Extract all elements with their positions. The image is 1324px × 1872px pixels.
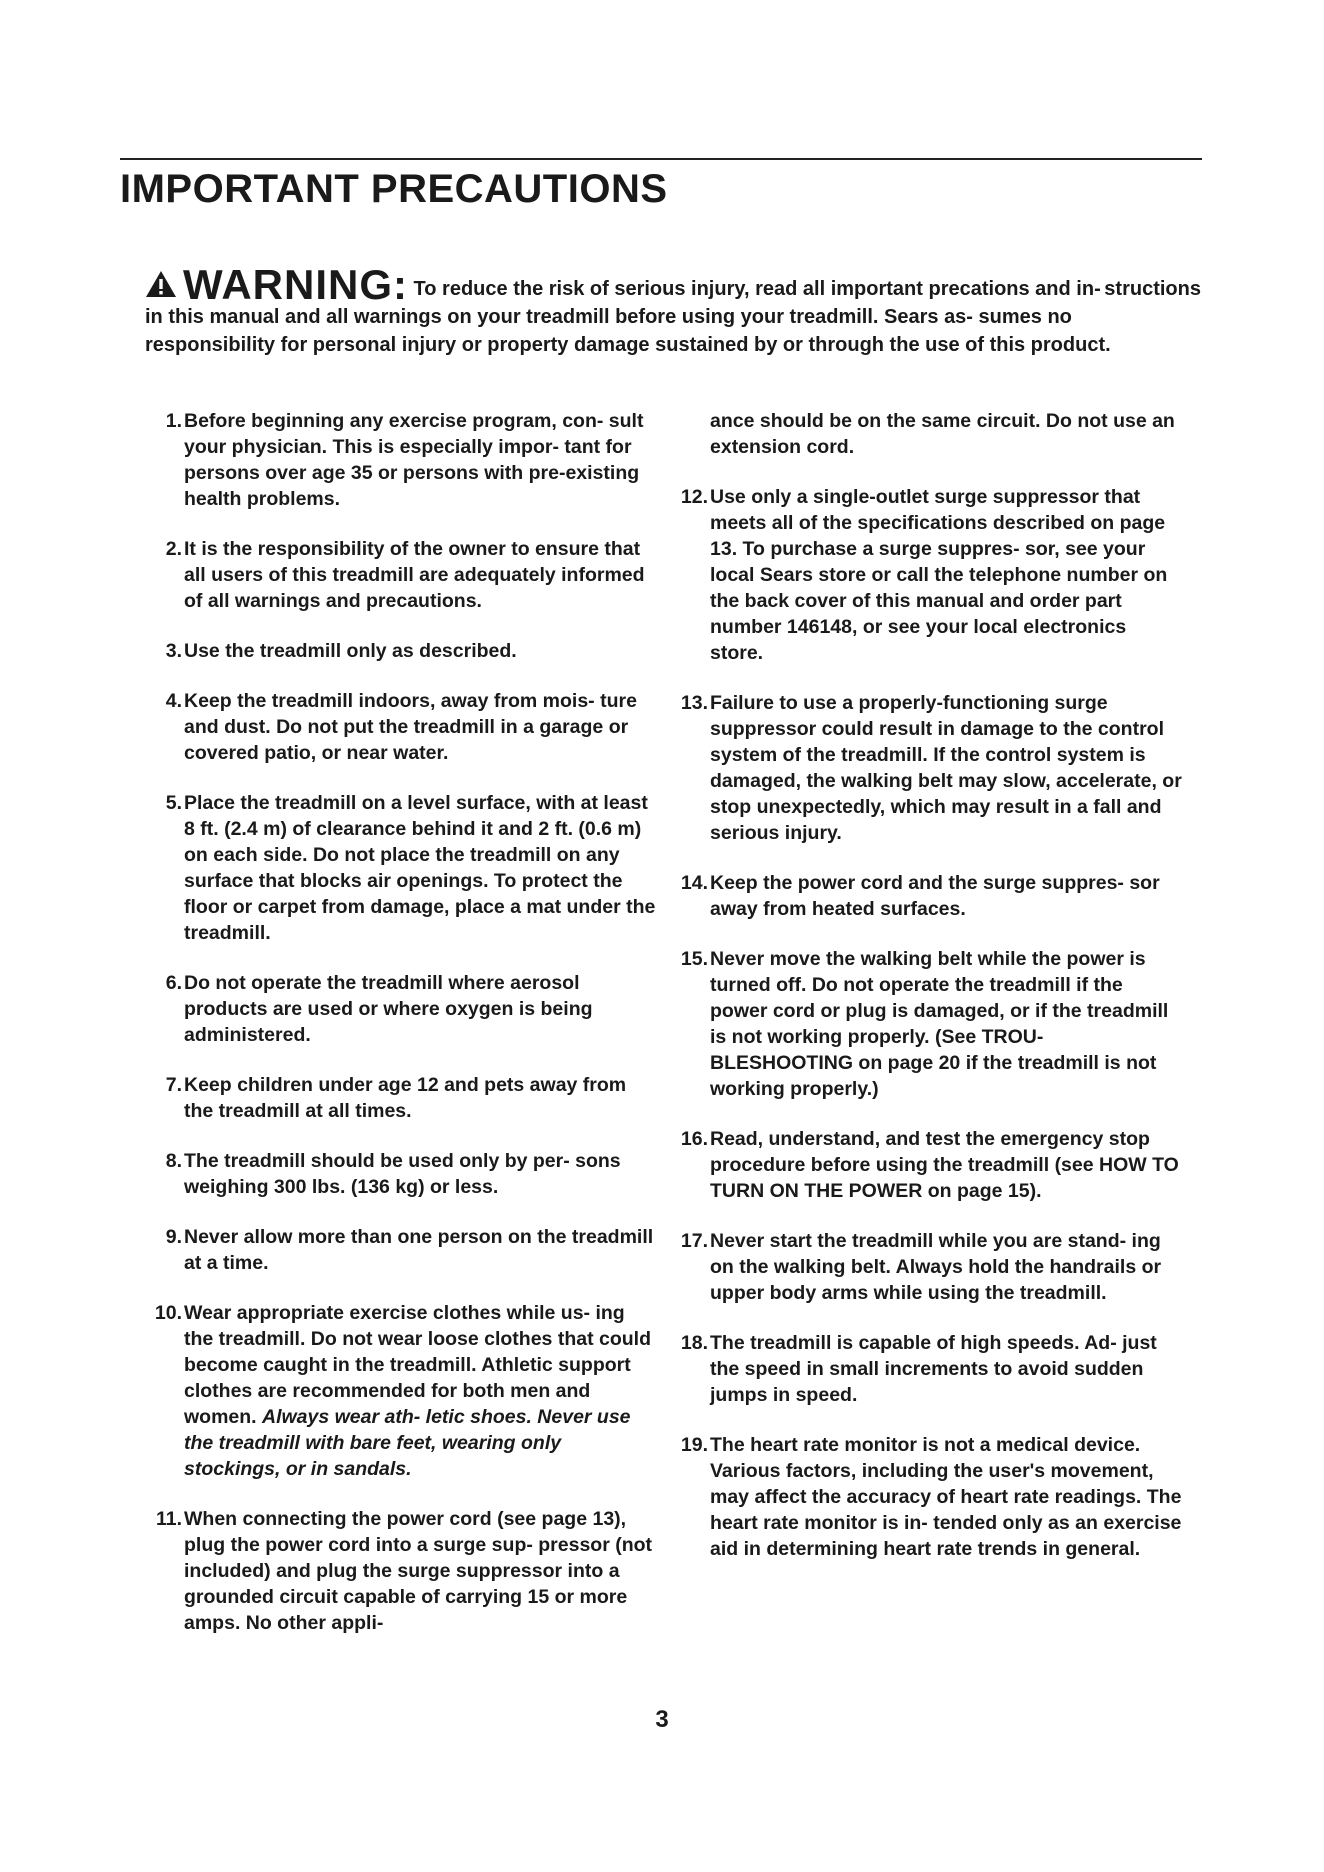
precaution-item <box>670 1126 1182 1204</box>
precaution-item <box>144 536 658 614</box>
item-text: Never allow more than one person on the treadmill at a time. <box>184 1226 654 1274</box>
item-number: 3. <box>165 640 182 662</box>
item-number: 11. <box>155 1508 182 1530</box>
item-text: When connecting the power cord (see page 13), plug the power cord into a surge sup- pressor (not included) and plug the surge suppressor into a grounded circuit capable of carrying 15 or more amps. No other appli- <box>184 1508 653 1634</box>
precaution-item <box>670 484 1182 666</box>
item-number: 9. <box>165 1226 182 1248</box>
item-number: 17. <box>680 1230 708 1252</box>
item-text: Wear appropriate exercise clothes while us- ing the treadmill. Do not wear loose clothes that could become caught in the treadmill. Athletic support clothes are recommended for both men and women. <box>184 1302 651 1428</box>
precautions-right-column <box>670 408 1182 1586</box>
item-number: 13. <box>680 692 708 714</box>
item-text: Do not operate the treadmill where aerosol products are used or where oxygen is being administered. <box>184 972 593 1046</box>
item-number: 14. <box>680 872 708 894</box>
warning-heading <box>145 261 414 308</box>
item-text: The treadmill is capable of high speeds. Ad- just the speed in small increments to avoid sudden jumps in speed. <box>710 1332 1157 1406</box>
precautions-left-column <box>144 408 658 1636</box>
item-text: Never move the walking belt while the power is turned off. Do not operate the treadmill if the power cord or plug is damaged, or if the treadmill is not working properly. (See TROU- BLESHOOTING on page 20 if the treadmill is not working properly.) <box>710 948 1169 1100</box>
precaution-item <box>144 1072 658 1124</box>
item-text: Use the treadmill only as described. <box>184 640 517 662</box>
item-number: 12. <box>680 486 708 508</box>
precaution-item <box>144 1300 658 1482</box>
item-text: Failure to use a properly-functioning surge suppressor could result in damage to the control system of the treadmill. If the control system is damaged, the walking belt may slow, accelerate, or stop unexpectedly, which may result in a fall and serious injury. <box>710 692 1182 844</box>
item-number: 8. <box>165 1150 182 1172</box>
precaution-item <box>144 638 658 664</box>
warning-text: structions in this manual and all warnings on your treadmill before using your treadmill. Sears as- sumes no responsibility for personal injury or property damage sustained by or through the use of this product. <box>145 278 1201 356</box>
item-italic-text: Always wear ath- letic shoes. Never use the treadmill with bare feet, wearing only stockings, or in sandals. <box>184 1406 631 1480</box>
page-title: IMPORTANT PRECAUTIONS <box>120 167 668 211</box>
item-text: Keep the power cord and the surge suppres- sor away from heated surfaces. <box>710 872 1160 920</box>
item-number: 5. <box>165 792 182 814</box>
precaution-item <box>144 688 658 766</box>
item-number: 16. <box>680 1128 708 1150</box>
precaution-item <box>144 1224 658 1276</box>
precaution-item <box>670 1228 1182 1306</box>
item-number: 7. <box>165 1074 182 1096</box>
warning-label: WARNING: <box>183 261 408 308</box>
item-text: Place the treadmill on a level surface, with at least 8 ft. (2.4 m) of clearance behind it and 2 ft. (0.6 m) on each side. Do not place the treadmill on any surface that blocks air openings. To protect the floor or carpet from damage, place a mat under the treadmill. <box>184 792 656 944</box>
item-text: Keep the treadmill indoors, away from mois- ture and dust. Do not put the treadmill in a garage or covered patio, or near water. <box>184 690 637 764</box>
precaution-item <box>670 1432 1182 1562</box>
item-text: Keep children under age 12 and pets away from the treadmill at all times. <box>184 1074 627 1122</box>
precaution-item <box>670 870 1182 922</box>
precaution-item <box>144 970 658 1048</box>
precaution-item <box>144 790 658 946</box>
item-number: 18. <box>680 1332 708 1354</box>
item-number: 6. <box>165 972 182 994</box>
precaution-item <box>144 408 658 512</box>
item-text: Never start the treadmill while you are stand- ing on the walking belt. Always hold the handrails or upper body arms while using the treadmill. <box>710 1230 1162 1304</box>
item-text: Before beginning any exercise program, con- sult your physician. This is especially impor- tant for persons over age 35 or persons with pre-existing health problems. <box>184 410 644 510</box>
precaution-item <box>144 1506 658 1636</box>
warning-paragraph <box>145 261 1205 359</box>
precaution-item <box>144 1148 658 1200</box>
item-text: It is the responsibility of the owner to ensure that all users of this treadmill are adequately informed of all warnings and precautions. <box>184 538 645 612</box>
precaution-item <box>670 690 1182 846</box>
item-text: The heart rate monitor is not a medical device. Various factors, including the user's movement, may affect the accuracy of heart rate readings. The heart rate monitor is in- tended only as an exercise aid in determining heart rate trends in general. <box>710 1434 1182 1560</box>
header-rule <box>120 158 1202 160</box>
item-number: 10. <box>154 1302 182 1324</box>
precaution-item-continued: ance should be on the same circuit. Do not use an extension cord. <box>710 410 1175 458</box>
precaution-item <box>670 946 1182 1102</box>
item-text: Use only a single-outlet surge suppressor that meets all of the specifications described on page 13. To purchase a surge suppres- sor, see your local Sears store or call the telephone number on the back cover of this manual and order part number 146148, or see your local electronics store. <box>710 486 1168 664</box>
item-number: 19. <box>680 1434 708 1456</box>
item-number: 15. <box>680 948 708 970</box>
page-number: 3 <box>655 1706 669 1733</box>
item-number: 4. <box>165 690 182 712</box>
precaution-item <box>670 1330 1182 1408</box>
item-number: 2. <box>165 538 182 560</box>
item-text: The treadmill should be used only by per- sons weighing 300 lbs. (136 kg) or less. <box>184 1150 621 1198</box>
item-number: 1. <box>165 410 182 432</box>
warning-triangle-icon <box>145 270 177 298</box>
item-text: Read, understand, and test the emergency stop procedure before using the treadmill (see HOW TO TURN ON THE POWER on page 15). <box>710 1128 1179 1202</box>
warning-first-line: To reduce the risk of serious injury, read all important precations and in- <box>413 278 1101 300</box>
